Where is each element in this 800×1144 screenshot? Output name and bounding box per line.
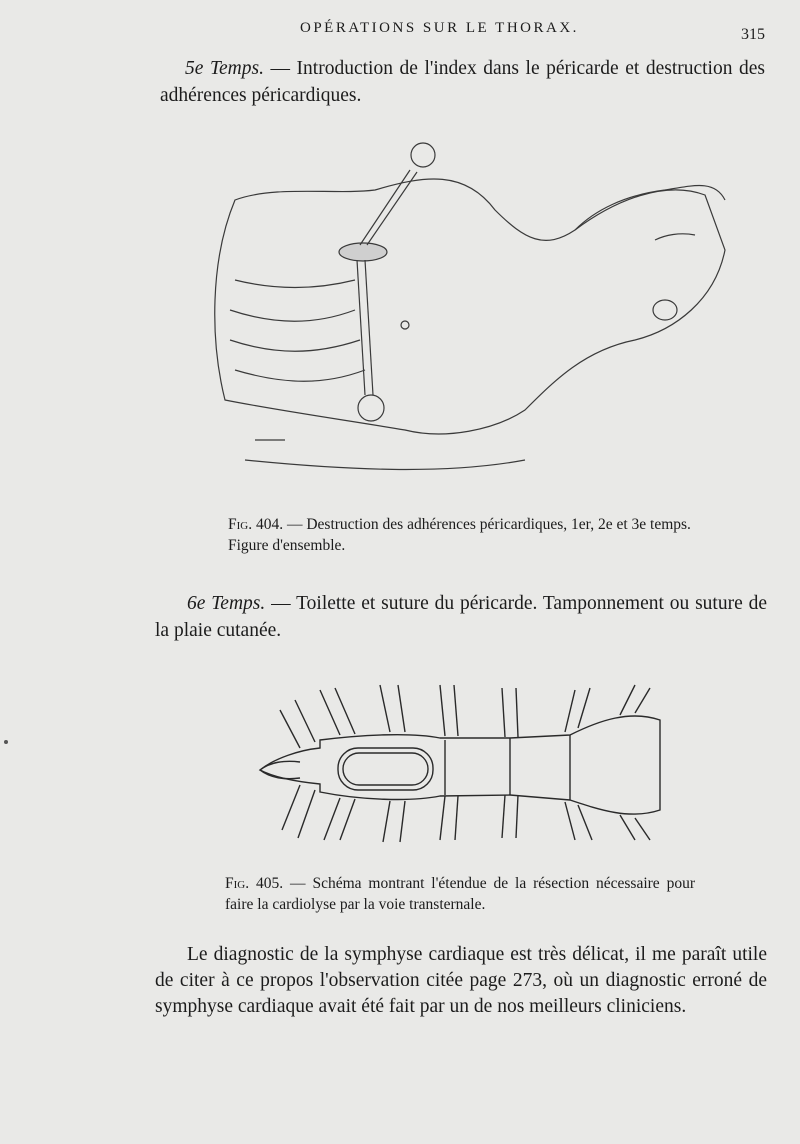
margin-mark: [4, 740, 8, 744]
figure-404-label: Fig. 404.: [228, 516, 284, 533]
paragraph-step-6: [155, 590, 767, 644]
paragraph-diagnosis: Le diagnostic de la symphyse cardiaque est très délicat, il me paraît utile de citer à ce propos l'observation citée page 273, où un diagnostic erroné de symphyse cardiaque avait été fait par un de nos meilleurs cliniciens.: [155, 944, 767, 1017]
page-number: 315: [741, 26, 765, 43]
figure-405-caption: [225, 873, 695, 915]
sternum-resection-diagram: [240, 680, 675, 845]
step-6-text: — Toilette et suture du péricarde. Tamponnement ou suture de la plaie cutanée.: [155, 593, 767, 641]
patient-thorax-drawing: [195, 140, 740, 505]
running-title: OPÉRATIONS SUR LE THORAX.: [300, 20, 579, 36]
figure-405-label: Fig. 405.: [225, 875, 284, 892]
figure-404-illustration: [195, 140, 740, 505]
figure-404-caption-text: — Destruction des adhérences péricardiques, 1er, 2e et 3e temps. Figure d'ensemble.: [228, 516, 691, 554]
figure-405-caption-text: — Schéma montrant l'étendue de la résection nécessaire pour faire la cardiolyse par la voie transternale.: [225, 875, 695, 913]
step-5-lead: 5e Temps.: [185, 58, 264, 79]
paragraph-step-5: [160, 55, 765, 109]
step-6-lead: 6e Temps.: [187, 593, 266, 614]
figure-404-caption: [228, 514, 728, 556]
step-5-text: — Introduction de l'index dans le péricarde et destruction des adhérences péricardiques.: [160, 58, 766, 106]
figure-405-schematic: [240, 680, 675, 845]
